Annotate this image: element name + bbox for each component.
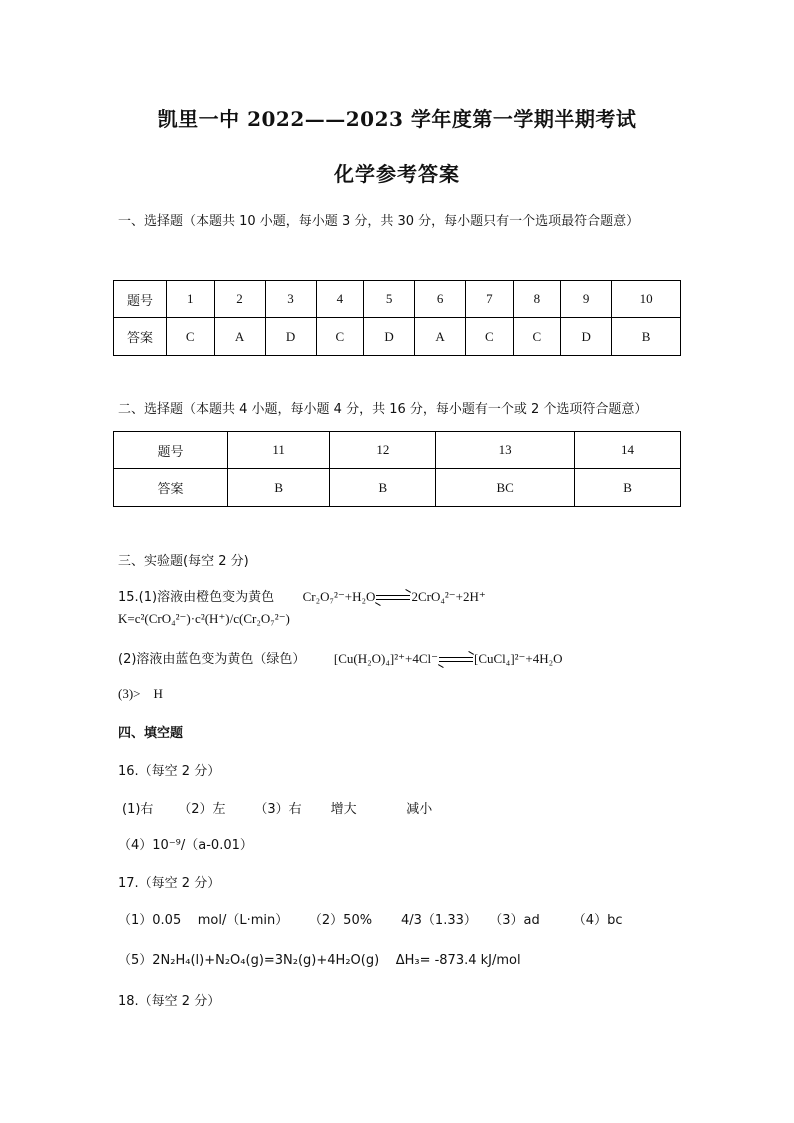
table-row-answers [114, 318, 681, 356]
q18-heading: 18.（每空 2 分） [118, 994, 221, 1009]
q-cell: 3 [265, 281, 316, 318]
q-cell: 1 [167, 281, 215, 318]
q-cell: 5 [364, 281, 415, 318]
q16-line1: (1)右 （2）左 （3）右 增大 减小 [122, 802, 433, 817]
section1-answer-table [113, 280, 681, 356]
a-cell: D [364, 318, 415, 356]
a-cell: B [228, 469, 330, 507]
a-cell: B [330, 469, 436, 507]
a-cell: D [561, 318, 612, 356]
a-cell: C [466, 318, 514, 356]
q-cell: 4 [316, 281, 364, 318]
a-cell: A [415, 318, 466, 356]
page-subtitle: 化学参考答案 [334, 162, 460, 186]
a-cell: C [513, 318, 561, 356]
q16-line2: （4）10⁻⁹/（a-0.01） [118, 838, 253, 853]
reversible-arrow-icon [439, 655, 473, 665]
row-label-question: 题号 [114, 432, 228, 469]
q-cell: 14 [575, 432, 681, 469]
section2-heading: 二、选择题（本题共 4 小题，每小题 4 分，共 16 分，每小题有一个或 2 个选项符合题意） [118, 402, 648, 417]
q15-2-eq-left: [Cu(H₂O)₄]²⁺+4Cl⁻ [333, 651, 438, 666]
q-cell: 13 [436, 432, 575, 469]
a-cell: C [167, 318, 215, 356]
q15-1-text: 15.(1)溶液由橙色变为黄色 [118, 590, 275, 605]
q17-line2: （5）2N₂H₄(l)+N₂O₄(g)=3N₂(g)+4H₂O(g) ΔH₃= -873.4 kJ/mol [118, 953, 521, 968]
a-cell: BC [436, 469, 575, 507]
table-row-questions [114, 281, 681, 318]
a-cell: B [612, 318, 681, 356]
a-cell: D [265, 318, 316, 356]
q-cell: 12 [330, 432, 436, 469]
q17-line1: （1）0.05 mol/（L·min） （2）50% 4/3（1.33） （3）ad （4）bc [118, 913, 623, 928]
page-title: 凯里一中 2022——2023 学年度第一学期半期考试 [157, 107, 637, 131]
row-label-answer: 答案 [114, 318, 167, 356]
table-row-answers [114, 469, 681, 507]
q15-2-eq-right: [CuCl₄]²⁻+4H₂O [474, 651, 563, 666]
q-cell: 11 [228, 432, 330, 469]
q15-1-k-expression: K=c²(CrO₄²⁻)·c²(H⁺)/c(Cr₂O₇²⁻) [118, 611, 290, 626]
section1-heading: 一、选择题（本题共 10 小题，每小题 3 分，共 30 分，每小题只有一个选项最符合题意） [118, 214, 640, 229]
q15-1-eq-left: Cr₂O₇²⁻+H₂O [302, 589, 376, 604]
q15-part1 [118, 586, 486, 605]
a-cell: C [316, 318, 364, 356]
section2-answer-table [113, 431, 681, 507]
q-cell: 7 [466, 281, 514, 318]
reversible-arrow-icon [376, 593, 410, 603]
table-row-questions [114, 432, 681, 469]
row-label-question: 题号 [114, 281, 167, 318]
q15-part2 [118, 648, 563, 667]
section3-heading: 三、实验题(每空 2 分) [118, 554, 249, 569]
q-cell: 8 [513, 281, 561, 318]
q15-2-text: (2)溶液由蓝色变为黄色（绿色） [118, 652, 306, 667]
q16-heading: 16.（每空 2 分） [118, 764, 221, 779]
q-cell: 10 [612, 281, 681, 318]
q-cell: 9 [561, 281, 612, 318]
q-cell: 6 [415, 281, 466, 318]
section4-heading: 四、填空题 [118, 726, 184, 741]
q15-1-eq-right: 2CrO₄²⁻+2H⁺ [411, 589, 486, 604]
a-cell: A [214, 318, 265, 356]
q-cell: 2 [214, 281, 265, 318]
row-label-answer: 答案 [114, 469, 228, 507]
a-cell: B [575, 469, 681, 507]
q17-heading: 17.（每空 2 分） [118, 876, 221, 891]
q15-part3: (3)> H [118, 686, 163, 701]
